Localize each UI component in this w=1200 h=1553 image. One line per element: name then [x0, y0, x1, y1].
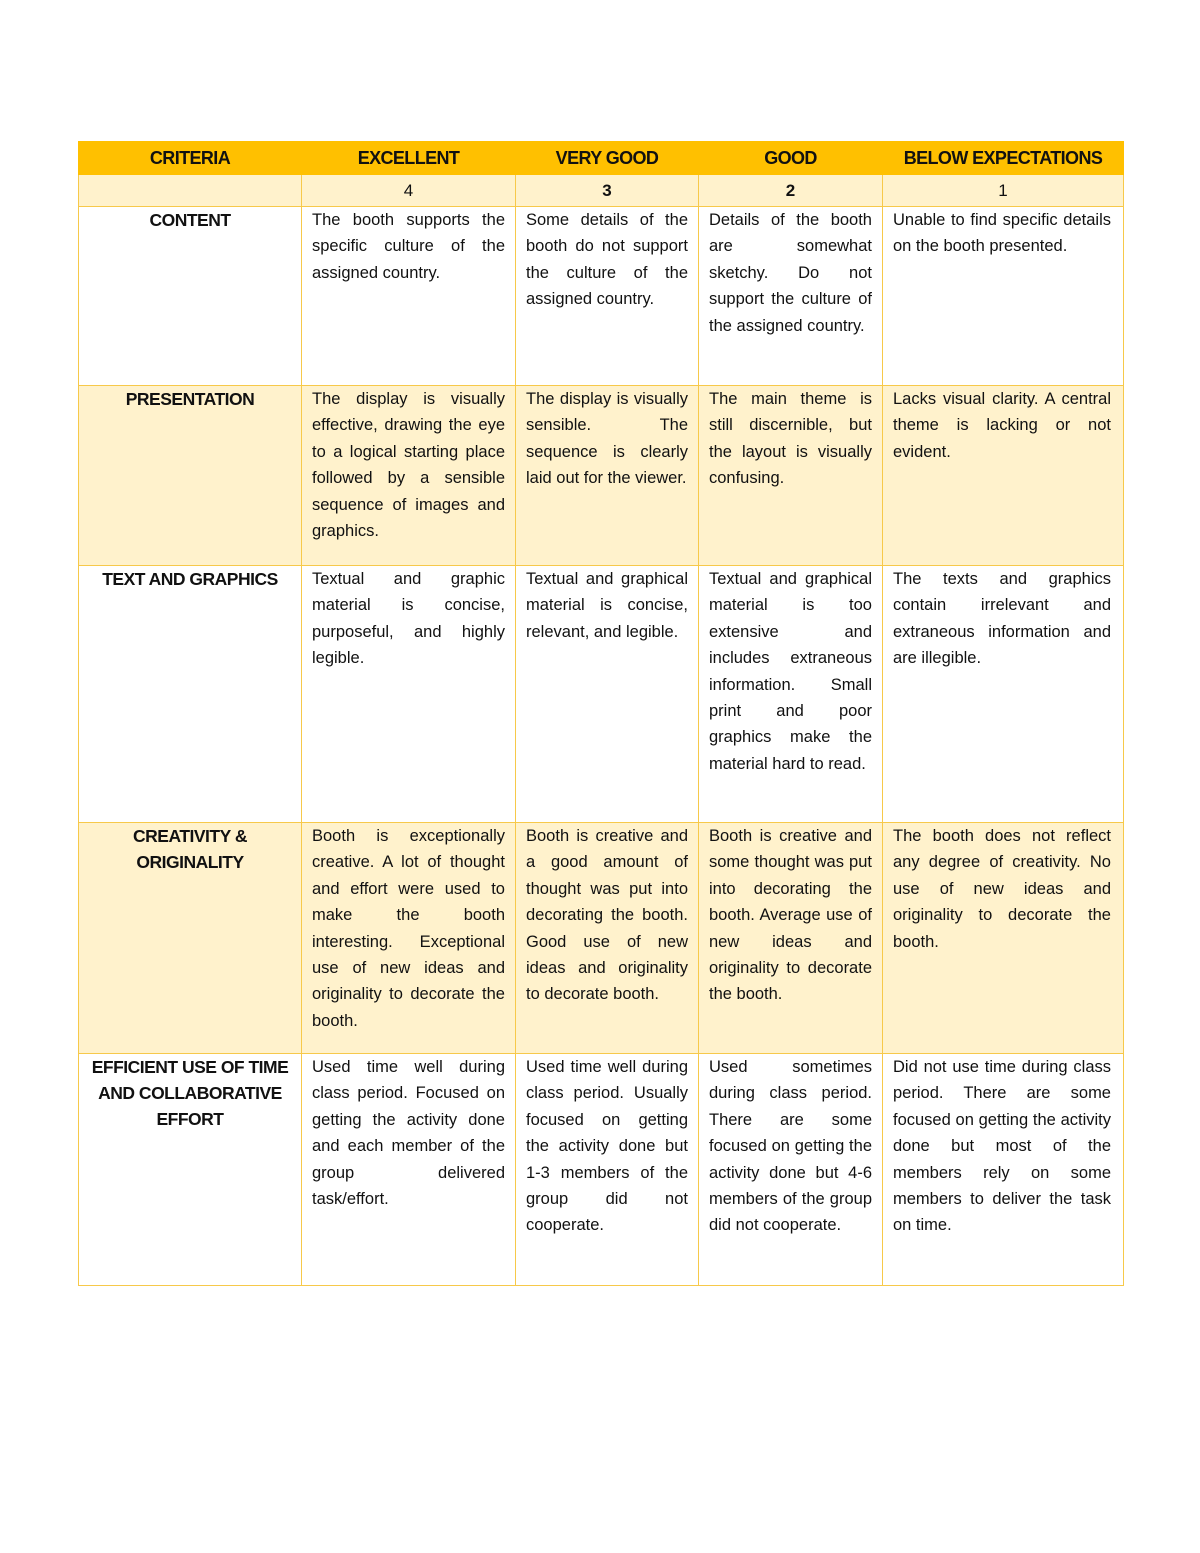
table-row-text-graphics	[79, 566, 1124, 823]
cell-efficient-excellent: Used time well during class period. Focused on getting the activity done and each member of the group delivered task/effort.	[302, 1054, 516, 1286]
cell-content-below: Unable to find specific details on the booth presented.	[883, 207, 1124, 386]
criteria-text-graphics: TEXT AND GRAPHICS	[79, 566, 302, 823]
cell-presentation-very-good: The display is visually sensible. The sequence is clearly laid out for the viewer.	[516, 386, 699, 566]
score-very-good: 3	[516, 175, 699, 207]
cell-creativity-excellent: Booth is exceptionally creative. A lot of thought and effort were used to make the booth interesting. Exceptional use of new ideas and originality to decorate the booth.	[302, 823, 516, 1054]
rubric-table	[78, 141, 1124, 1286]
cell-content-good: Details of the booth are somewhat sketchy. Do not support the culture of the assigned country.	[699, 207, 883, 386]
cell-presentation-excellent: The display is visually effective, drawing the eye to a logical starting place followed by a sensible sequence of images and graphics.	[302, 386, 516, 566]
table-row-presentation	[79, 386, 1124, 566]
criteria-efficient: EFFICIENT USE OF TIME AND COLLABORATIVE EFFORT	[79, 1054, 302, 1286]
header-very-good: VERY GOOD	[516, 142, 699, 175]
criteria-presentation: PRESENTATION	[79, 386, 302, 566]
header-criteria: CRITERIA	[79, 142, 302, 175]
header-row	[79, 142, 1124, 175]
table-row-content	[79, 207, 1124, 386]
criteria-content: CONTENT	[79, 207, 302, 386]
cell-presentation-good: The main theme is still discernible, but the layout is visually confusing.	[699, 386, 883, 566]
table-row-creativity	[79, 823, 1124, 1054]
cell-efficient-very-good: Used time well during class period. Usually focused on getting the activity done but 1-3 members of the group did not cooperate.	[516, 1054, 699, 1286]
cell-presentation-below: Lacks visual clarity. A central theme is lacking or not evident.	[883, 386, 1124, 566]
cell-content-excellent: The booth supports the specific culture of the assigned country.	[302, 207, 516, 386]
score-below-expectations: 1	[883, 175, 1124, 207]
cell-text-graphics-good: Textual and graphical material is too extensive and includes extraneous information. Small print and poor graphics make the material hard to read.	[699, 566, 883, 823]
cell-creativity-below: The booth does not reflect any degree of creativity. No use of new ideas and originality to decorate the booth.	[883, 823, 1124, 1054]
score-good: 2	[699, 175, 883, 207]
header-below-expectations: BELOW EXPECTATIONS	[883, 142, 1124, 175]
header-good: GOOD	[699, 142, 883, 175]
header-excellent: EXCELLENT	[302, 142, 516, 175]
cell-text-graphics-excellent: Textual and graphic material is concise, purposeful, and highly legible.	[302, 566, 516, 823]
cell-efficient-good: Used sometimes during class period. There are some focused on getting the activity done but 4-6 members of the group did not cooperate.	[699, 1054, 883, 1286]
table-row-efficient	[79, 1054, 1124, 1286]
cell-text-graphics-below: The texts and graphics contain irrelevant and extraneous information and are illegible.	[883, 566, 1124, 823]
cell-text-graphics-very-good: Textual and graphical material is concise, relevant, and legible.	[516, 566, 699, 823]
cell-creativity-good: Booth is creative and some thought was put into decorating the booth. Average use of new ideas and originality to decorate the booth.	[699, 823, 883, 1054]
cell-creativity-very-good: Booth is creative and a good amount of thought was put into decorating the booth. Good use of new ideas and originality to decorate booth.	[516, 823, 699, 1054]
cell-content-very-good: Some details of the booth do not support the culture of the assigned country.	[516, 207, 699, 386]
score-blank	[79, 175, 302, 207]
score-row	[79, 175, 1124, 207]
criteria-creativity: CREATIVITY & ORIGINALITY	[79, 823, 302, 1054]
score-excellent: 4	[302, 175, 516, 207]
cell-efficient-below: Did not use time during class period. There are some focused on getting the activity done but most of the members rely on some members to deliver the task on time.	[883, 1054, 1124, 1286]
